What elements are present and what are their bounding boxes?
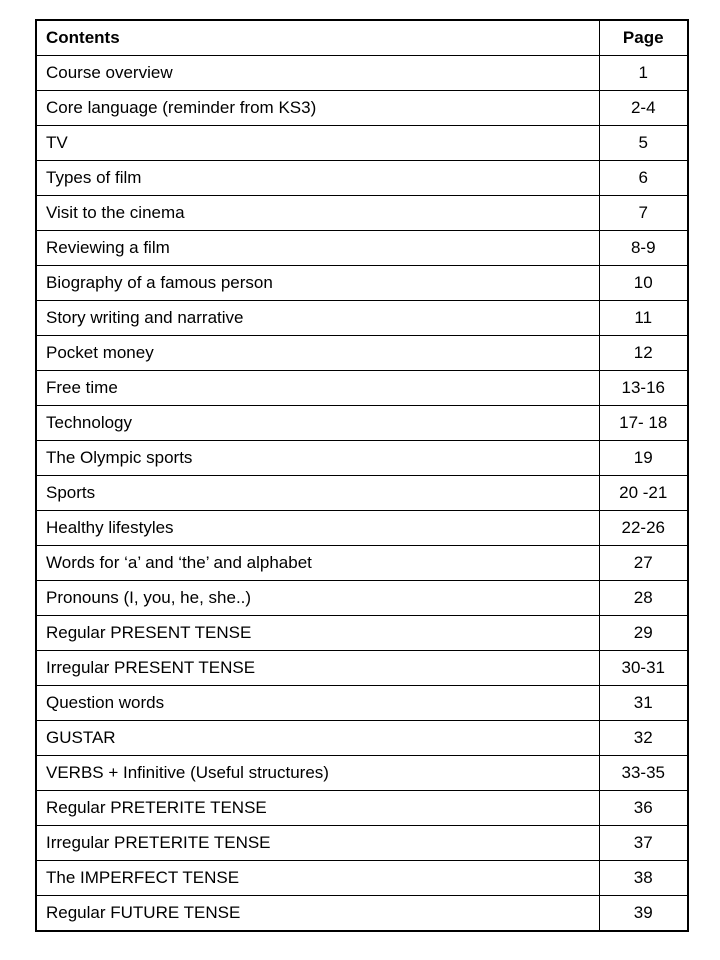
- page-cell: 13-16: [599, 371, 688, 406]
- page-cell: 5: [599, 126, 688, 161]
- table-row: [36, 91, 688, 126]
- topic-cell: Pocket money: [36, 336, 599, 371]
- topic-cell: Sports: [36, 476, 599, 511]
- topic-cell: The Olympic sports: [36, 441, 599, 476]
- topic-cell: Irregular PRETERITE TENSE: [36, 826, 599, 861]
- page-cell: 28: [599, 581, 688, 616]
- table-row: [36, 266, 688, 301]
- table-row: [36, 476, 688, 511]
- page-cell: 36: [599, 791, 688, 826]
- page-cell: 29: [599, 616, 688, 651]
- page-cell: 6: [599, 161, 688, 196]
- page-cell: 31: [599, 686, 688, 721]
- topic-cell: Technology: [36, 406, 599, 441]
- topic-cell: Story writing and narrative: [36, 301, 599, 336]
- topic-cell: Visit to the cinema: [36, 196, 599, 231]
- topic-cell: Words for ‘a’ and ‘the’ and alphabet: [36, 546, 599, 581]
- page-cell: 32: [599, 721, 688, 756]
- topic-cell: Regular PRETERITE TENSE: [36, 791, 599, 826]
- table-row: [36, 371, 688, 406]
- page-cell: 11: [599, 301, 688, 336]
- topic-cell: Course overview: [36, 56, 599, 91]
- table-row: [36, 756, 688, 791]
- contents-table: [35, 19, 689, 932]
- table-row: [36, 196, 688, 231]
- table-body: [36, 56, 688, 932]
- topic-cell: VERBS + Infinitive (Useful structures): [36, 756, 599, 791]
- topic-cell: Reviewing a film: [36, 231, 599, 266]
- topic-cell: The IMPERFECT TENSE: [36, 861, 599, 896]
- page-cell: 38: [599, 861, 688, 896]
- page-cell: 27: [599, 546, 688, 581]
- table-row: [36, 581, 688, 616]
- topic-cell: Biography of a famous person: [36, 266, 599, 301]
- table-row: [36, 441, 688, 476]
- table-row: [36, 721, 688, 756]
- topic-cell: GUSTAR: [36, 721, 599, 756]
- table-row: [36, 161, 688, 196]
- topic-cell: Regular PRESENT TENSE: [36, 616, 599, 651]
- table-row: [36, 301, 688, 336]
- table-row: [36, 861, 688, 896]
- topic-cell: Types of film: [36, 161, 599, 196]
- page-cell: 8-9: [599, 231, 688, 266]
- table-row: [36, 651, 688, 686]
- table-row: [36, 231, 688, 266]
- table-row: [36, 406, 688, 441]
- table-row: [36, 336, 688, 371]
- table-row: [36, 546, 688, 581]
- topic-cell: Free time: [36, 371, 599, 406]
- table-row: [36, 616, 688, 651]
- header-page: Page: [599, 20, 688, 56]
- topic-cell: Core language (reminder from KS3): [36, 91, 599, 126]
- page-cell: 10: [599, 266, 688, 301]
- topic-cell: TV: [36, 126, 599, 161]
- table-row: [36, 791, 688, 826]
- page-cell: 37: [599, 826, 688, 861]
- page-cell: 30-31: [599, 651, 688, 686]
- table-row: [36, 511, 688, 546]
- topic-cell: Irregular PRESENT TENSE: [36, 651, 599, 686]
- page-cell: 33-35: [599, 756, 688, 791]
- page-cell: 20 -21: [599, 476, 688, 511]
- header-contents: Contents: [36, 20, 599, 56]
- table-row: [36, 56, 688, 91]
- table-row: [36, 826, 688, 861]
- page-cell: 39: [599, 896, 688, 932]
- page-cell: 7: [599, 196, 688, 231]
- page-cell: 19: [599, 441, 688, 476]
- page-cell: 2-4: [599, 91, 688, 126]
- topic-cell: Healthy lifestyles: [36, 511, 599, 546]
- page-cell: 1: [599, 56, 688, 91]
- page-cell: 12: [599, 336, 688, 371]
- page-cell: 22-26: [599, 511, 688, 546]
- table-row: [36, 896, 688, 932]
- topic-cell: Regular FUTURE TENSE: [36, 896, 599, 932]
- topic-cell: Question words: [36, 686, 599, 721]
- topic-cell: Pronouns (I, you, he, she..): [36, 581, 599, 616]
- table-row: [36, 686, 688, 721]
- page-cell: 17- 18: [599, 406, 688, 441]
- table-row: [36, 126, 688, 161]
- table-header-row: [36, 20, 688, 56]
